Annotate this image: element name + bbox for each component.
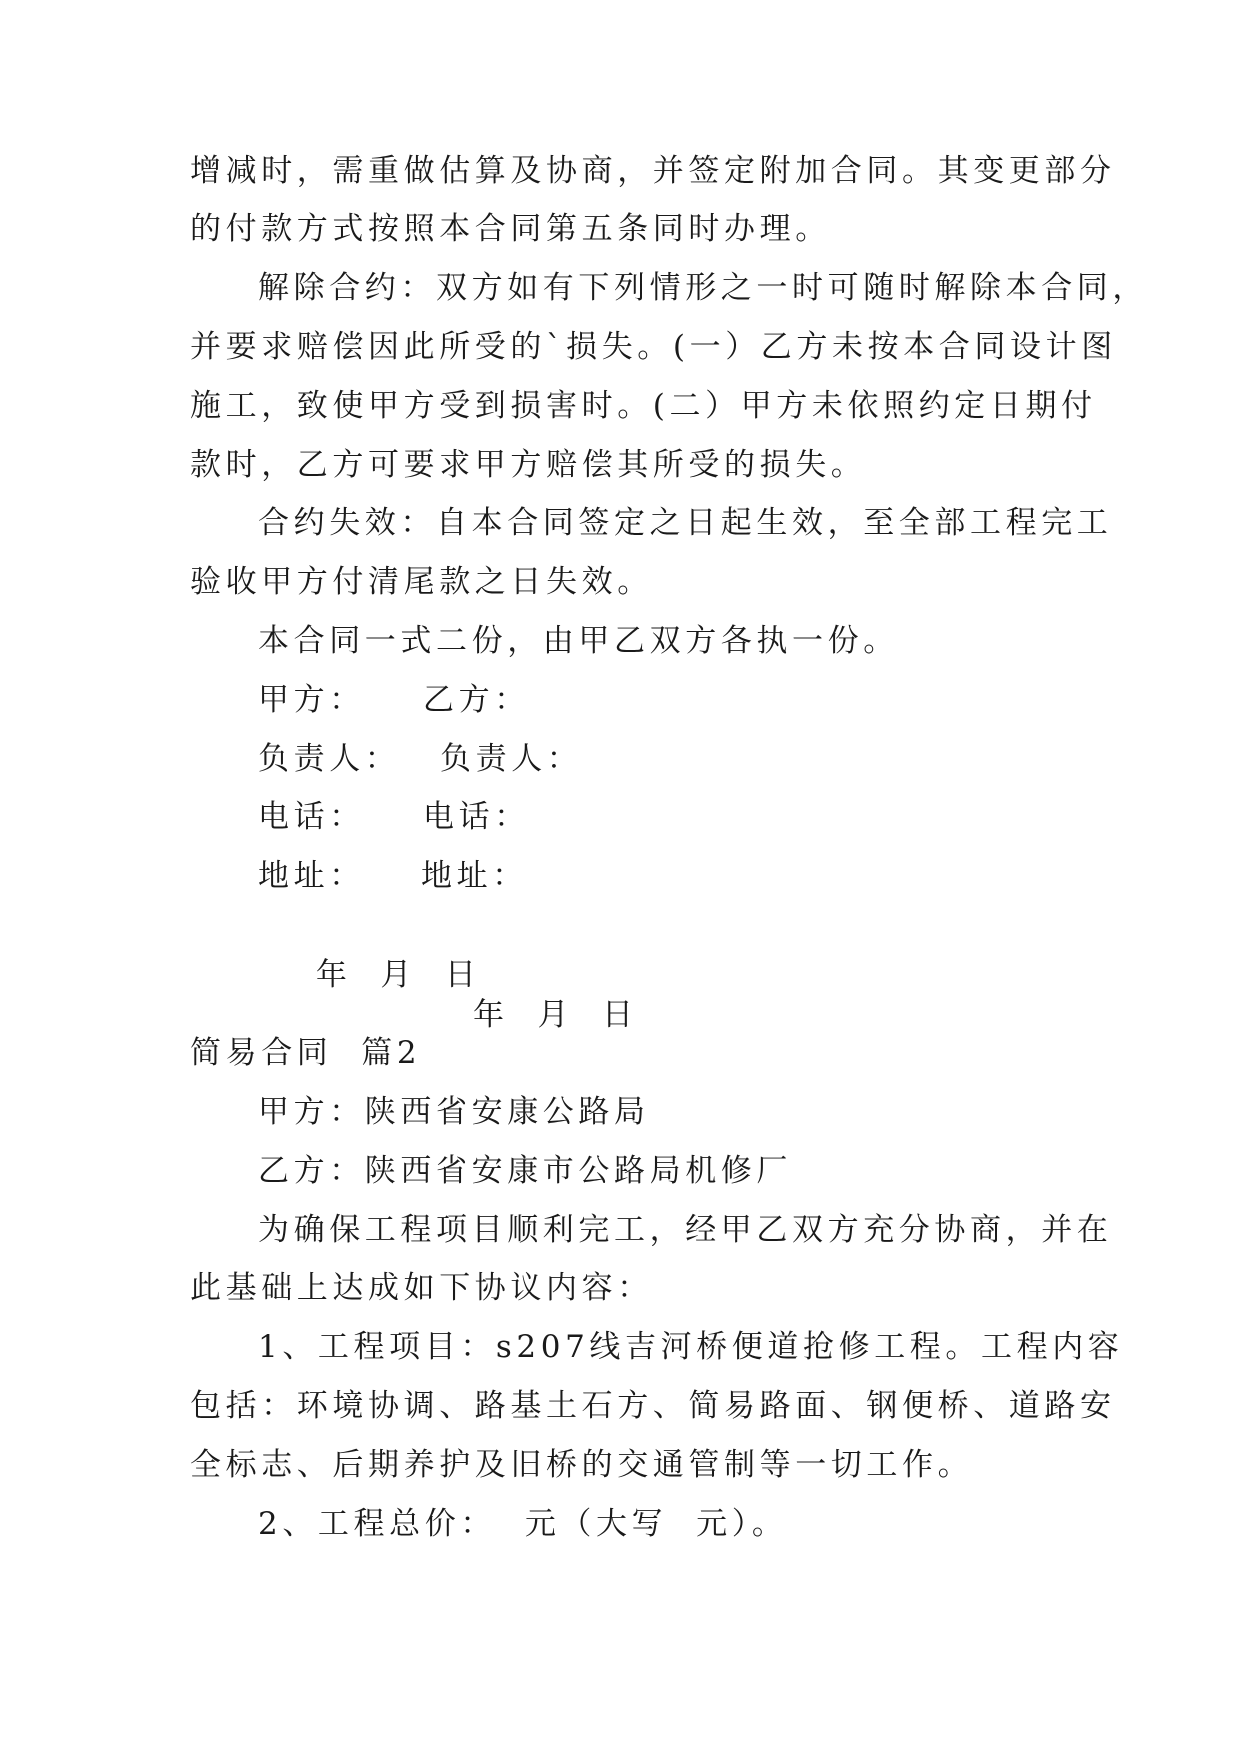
signature-row-person — [258, 739, 583, 779]
paragraph-line: 施工，致使甲方受到损害时。(二）甲方未依照约定日期付 — [190, 388, 1097, 424]
party-a-label: 甲方： — [258, 682, 365, 718]
paragraph-line: 为确保工程项目顺利完工，经甲乙双方充分协商，并在 — [258, 1212, 1113, 1248]
party-b-label: 乙方： — [423, 682, 530, 718]
phone-a-label: 电话： — [258, 799, 365, 835]
section-heading: 简易合同 篇2 — [190, 1035, 422, 1071]
paragraph-line: 增减时，需重做估算及协商，并签定附加合同。其变更部分 — [190, 153, 1116, 189]
paragraph-line: 合约失效：自本合同签定之日起生效，至全部工程完工 — [258, 505, 1113, 541]
paragraph-line: 2、工程总价： 元（大写 元）。 — [258, 1506, 788, 1542]
date-b: 年 月 日 — [473, 997, 638, 1033]
address-b-label: 地址： — [421, 858, 528, 894]
paragraph-line: 1、工程项目：s207线吉河桥便道抢修工程。工程内容 — [258, 1329, 1124, 1365]
party-b-line: 乙方：陕西省安康市公路局机修厂 — [258, 1153, 792, 1189]
paragraph-line: 包括：环境协调、路基土石方、简易路面、钢便桥、道路安 — [190, 1388, 1116, 1424]
party-a-line: 甲方：陕西省安康公路局 — [258, 1094, 650, 1130]
paragraph-line: 此基础上达成如下协议内容： — [190, 1270, 653, 1306]
paragraph-line: 本合同一式二份，由甲乙双方各执一份。 — [258, 623, 899, 659]
signature-row-party — [258, 680, 530, 720]
paragraph-line: 全标志、后期养护及旧桥的交通管制等一切工作。 — [190, 1447, 974, 1483]
phone-b-label: 电话： — [423, 799, 530, 835]
person-b-label: 负责人： — [440, 741, 583, 777]
person-a-label: 负责人： — [258, 741, 401, 777]
paragraph-line: 验收甲方付清尾款之日失效。 — [190, 564, 653, 600]
paragraph-line: 的付款方式按照本合同第五条同时办理。 — [190, 211, 831, 247]
signature-row-address — [258, 856, 528, 896]
signature-row-phone — [258, 797, 530, 837]
paragraph-line: 解除合约：双方如有下列情形之一时可随时解除本合同， — [258, 270, 1148, 306]
paragraph-line: 并要求赔偿因此所受的`损失。(一）乙方未按本合同设计图 — [190, 329, 1117, 365]
paragraph-line: 款时，乙方可要求甲方赔偿其所受的损失。 — [190, 447, 867, 483]
date-a: 年 月 日 — [315, 957, 481, 993]
address-a-label: 地址： — [258, 858, 365, 894]
